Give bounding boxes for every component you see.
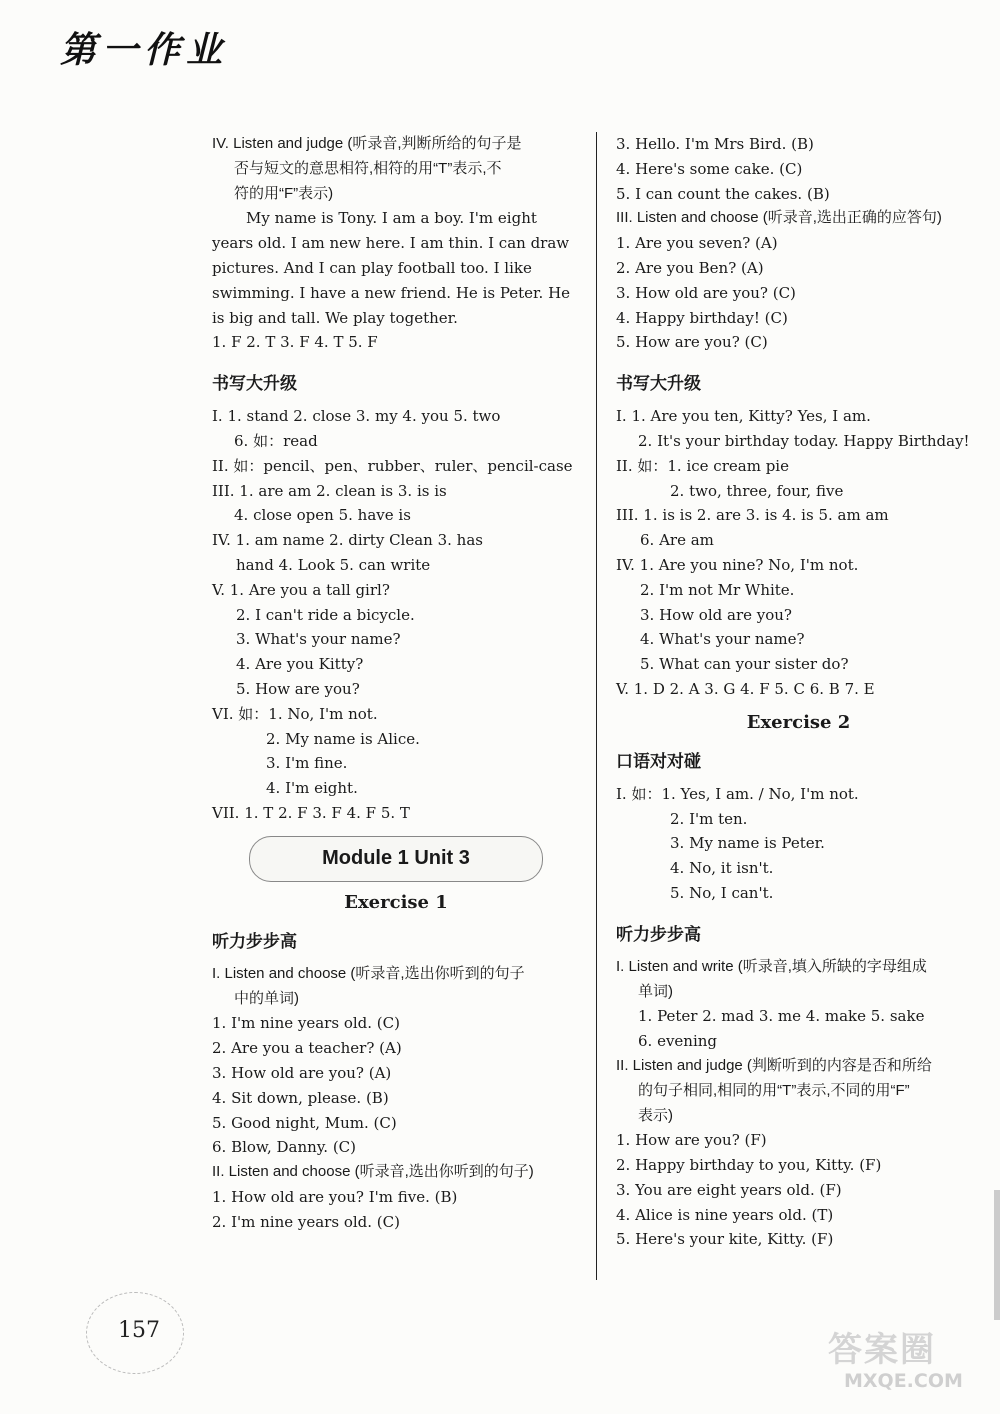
- cont-item: 4. Here's some cake. (C): [616, 159, 803, 178]
- oral-item: 2. I'm ten.: [670, 809, 748, 828]
- left-column: [212, 132, 580, 1234]
- listen-i-item: 5. Good night, Mum. (C): [212, 1113, 397, 1132]
- q4-heading-line2: 否与短文的意思相符,相符的用“T”表示,不: [234, 159, 502, 177]
- r-writing-i-line1: I. 1. Are you ten, Kitty? Yes, I am.: [616, 407, 871, 426]
- writing-vi-head: VI. 如：1. No, I'm not.: [212, 704, 378, 723]
- cont-item: 5. I can count the cakes. (B): [616, 184, 830, 203]
- writing-iv-line2: hand 4. Look 5. can write: [236, 555, 431, 574]
- oral-item: 4. No, it isn't.: [670, 859, 774, 878]
- oral-head: I. 如：1. Yes, I am. / No, I'm not.: [616, 784, 859, 803]
- listen-i-head-line2: 中的单词): [234, 989, 299, 1007]
- right-column: [616, 132, 981, 1252]
- listen-write-head-line2: 单词): [638, 982, 673, 1000]
- watermark-url: MXQE.COM: [844, 1370, 963, 1392]
- listen-iii-head: III. Listen and choose (听录音,选出正确的应答句): [616, 209, 942, 227]
- passage-line: years old. I am new here. I am thin. I can draw: [212, 234, 570, 253]
- watermark-logo: 答案圈: [828, 1330, 936, 1370]
- q4-heading-line3: 符的用“F”表示): [234, 184, 334, 202]
- cont-item: 3. Hello. I'm Mrs Bird. (B): [616, 135, 814, 153]
- page-number: 157: [118, 1318, 160, 1343]
- listen-write-answers: 1. Peter 2. mad 3. me 4. make 5. sake: [638, 1007, 925, 1026]
- listen-i-item: 4. Sit down, please. (B): [212, 1088, 389, 1107]
- section-title-listening: 听力步步高: [212, 931, 297, 952]
- listen-judge-head-line1: II. Listen and judge (判断听到的内容是否和所给: [616, 1056, 932, 1074]
- brand-title: 第一作业: [60, 30, 229, 71]
- q4-answers: 1. F 2. T 3. F 4. T 5. F: [212, 333, 378, 352]
- r-writing-iv-item: 3. How old are you?: [640, 605, 792, 624]
- q4-heading-line1: IV. Listen and judge (听录音,判断所给的句子是: [212, 135, 522, 152]
- listen-judge-head-line3: 表示): [638, 1106, 673, 1124]
- writing-i-line2: 6. 如：read: [234, 431, 318, 450]
- r-writing-i-line2: 2. It's your birthday today. Happy Birthday!: [638, 431, 970, 450]
- r-writing-ii-line1: II. 如：1. ice cream pie: [616, 456, 789, 475]
- listen-judge-head-line2: 的句子相同,相同的用“T”表示,不同的用“F”: [638, 1081, 910, 1099]
- writing-iv-line1: IV. 1. am name 2. dirty Clean 3. has: [212, 531, 483, 550]
- section-title-writing: 书写大升级: [212, 374, 297, 395]
- writing-v-head: V. 1. Are you a tall girl?: [212, 580, 390, 599]
- r-writing-iv-head: IV. 1. Are you nine? No, I'm not.: [616, 555, 859, 574]
- r-writing-v: V. 1. D 2. A 3. G 4. F 5. C 6. B 7. E: [616, 679, 875, 698]
- r-writing-iii-line1: III. 1. is is 2. are 3. is 4. is 5. am am: [616, 506, 889, 525]
- listen-judge-item: 5. Here's your kite, Kitty. (F): [616, 1230, 834, 1249]
- writing-v-item: 4. Are you Kitty?: [236, 655, 364, 674]
- writing-vi-item: 3. I'm fine.: [266, 754, 348, 773]
- listen-iii-item: 1. Are you seven? (A): [616, 234, 778, 253]
- writing-v-item: 5. How are you?: [236, 679, 360, 698]
- listen-i-item: 6. Blow, Danny. (C): [212, 1138, 357, 1157]
- passage-line: pictures. And I can play football too. I like: [212, 258, 532, 277]
- listen-ii-item: 1. How old are you? I'm five. (B): [212, 1187, 458, 1206]
- listen-write-answers-2: 6. evening: [638, 1032, 718, 1051]
- listen-write-head-line1: I. Listen and write (听录音,填入所缺的字母组成: [616, 957, 927, 975]
- r-writing-ii-line2: 2. two, three, four, five: [670, 481, 844, 500]
- writing-v-item: 2. I can't ride a bicycle.: [236, 605, 415, 624]
- exercise-2-title: Exercise 2: [746, 711, 851, 733]
- listen-ii-head: II. Listen and choose (听录音,选出你听到的句子): [212, 1163, 534, 1181]
- r-writing-iii-line2: 6. Are am: [640, 531, 714, 550]
- passage-line: is big and tall. We play together.: [212, 308, 458, 327]
- writing-ii: II. 如：pencil、pen、rubber、ruler、pencil-case: [212, 456, 573, 475]
- writing-vii: VII. 1. T 2. F 3. F 4. F 5. T: [212, 803, 410, 822]
- listen-iii-item: 2. Are you Ben? (A): [616, 258, 764, 277]
- writing-vi-item: 2. My name is Alice.: [266, 729, 420, 748]
- page-edge-shadow: [994, 1190, 1000, 1320]
- module-title: Module 1 Unit 3: [249, 836, 543, 882]
- section-title-listening: 听力步步高: [616, 924, 701, 945]
- writing-v-item: 3. What's your name?: [236, 630, 401, 649]
- writing-i-line1: I. 1. stand 2. close 3. my 4. you 5. two: [212, 407, 501, 426]
- listen-i-item: 1. I'm nine years old. (C): [212, 1014, 400, 1033]
- oral-item: 5. No, I can't.: [670, 883, 774, 902]
- r-writing-iv-item: 2. I'm not Mr White.: [640, 580, 795, 599]
- passage: [212, 206, 580, 330]
- listen-i-item: 2. Are you a teacher? (A): [212, 1039, 402, 1058]
- section-title-oral: 口语对对碰: [616, 751, 701, 772]
- listen-judge-item: 4. Alice is nine years old. (T): [616, 1205, 834, 1224]
- oral-item: 3. My name is Peter.: [670, 834, 825, 853]
- listen-i-head-line1: I. Listen and choose (听录音,选出你听到的句子: [212, 964, 525, 982]
- listen-judge-item: 1. How are you? (F): [616, 1131, 767, 1150]
- listen-i-item: 3. How old are you? (A): [212, 1063, 392, 1082]
- section-title-writing: 书写大升级: [616, 374, 701, 395]
- writing-vi-item: 4. I'm eight.: [266, 779, 358, 798]
- listen-iii-item: 4. Happy birthday! (C): [616, 308, 788, 327]
- writing-iii-line1: III. 1. are am 2. clean is 3. is is: [212, 481, 447, 500]
- column-divider: [596, 132, 597, 1280]
- r-writing-iv-item: 4. What's your name?: [640, 630, 805, 649]
- passage-line: My name is Tony. I am a boy. I'm eight: [246, 209, 537, 228]
- r-writing-iv-item: 5. What can your sister do?: [640, 655, 849, 674]
- listen-iii-item: 5. How are you? (C): [616, 333, 768, 352]
- passage-line: swimming. I have a new friend. He is Peter. He: [212, 283, 571, 302]
- writing-iii-line2: 4. close open 5. have is: [234, 506, 411, 525]
- module-banner: [212, 836, 580, 882]
- listen-iii-item: 3. How old are you? (C): [616, 283, 796, 302]
- exercise-1-title: Exercise 1: [344, 891, 448, 913]
- listen-ii-item: 2. I'm nine years old. (C): [212, 1212, 400, 1231]
- listen-judge-item: 3. You are eight years old. (F): [616, 1180, 842, 1199]
- listen-judge-item: 2. Happy birthday to you, Kitty. (F): [616, 1156, 882, 1175]
